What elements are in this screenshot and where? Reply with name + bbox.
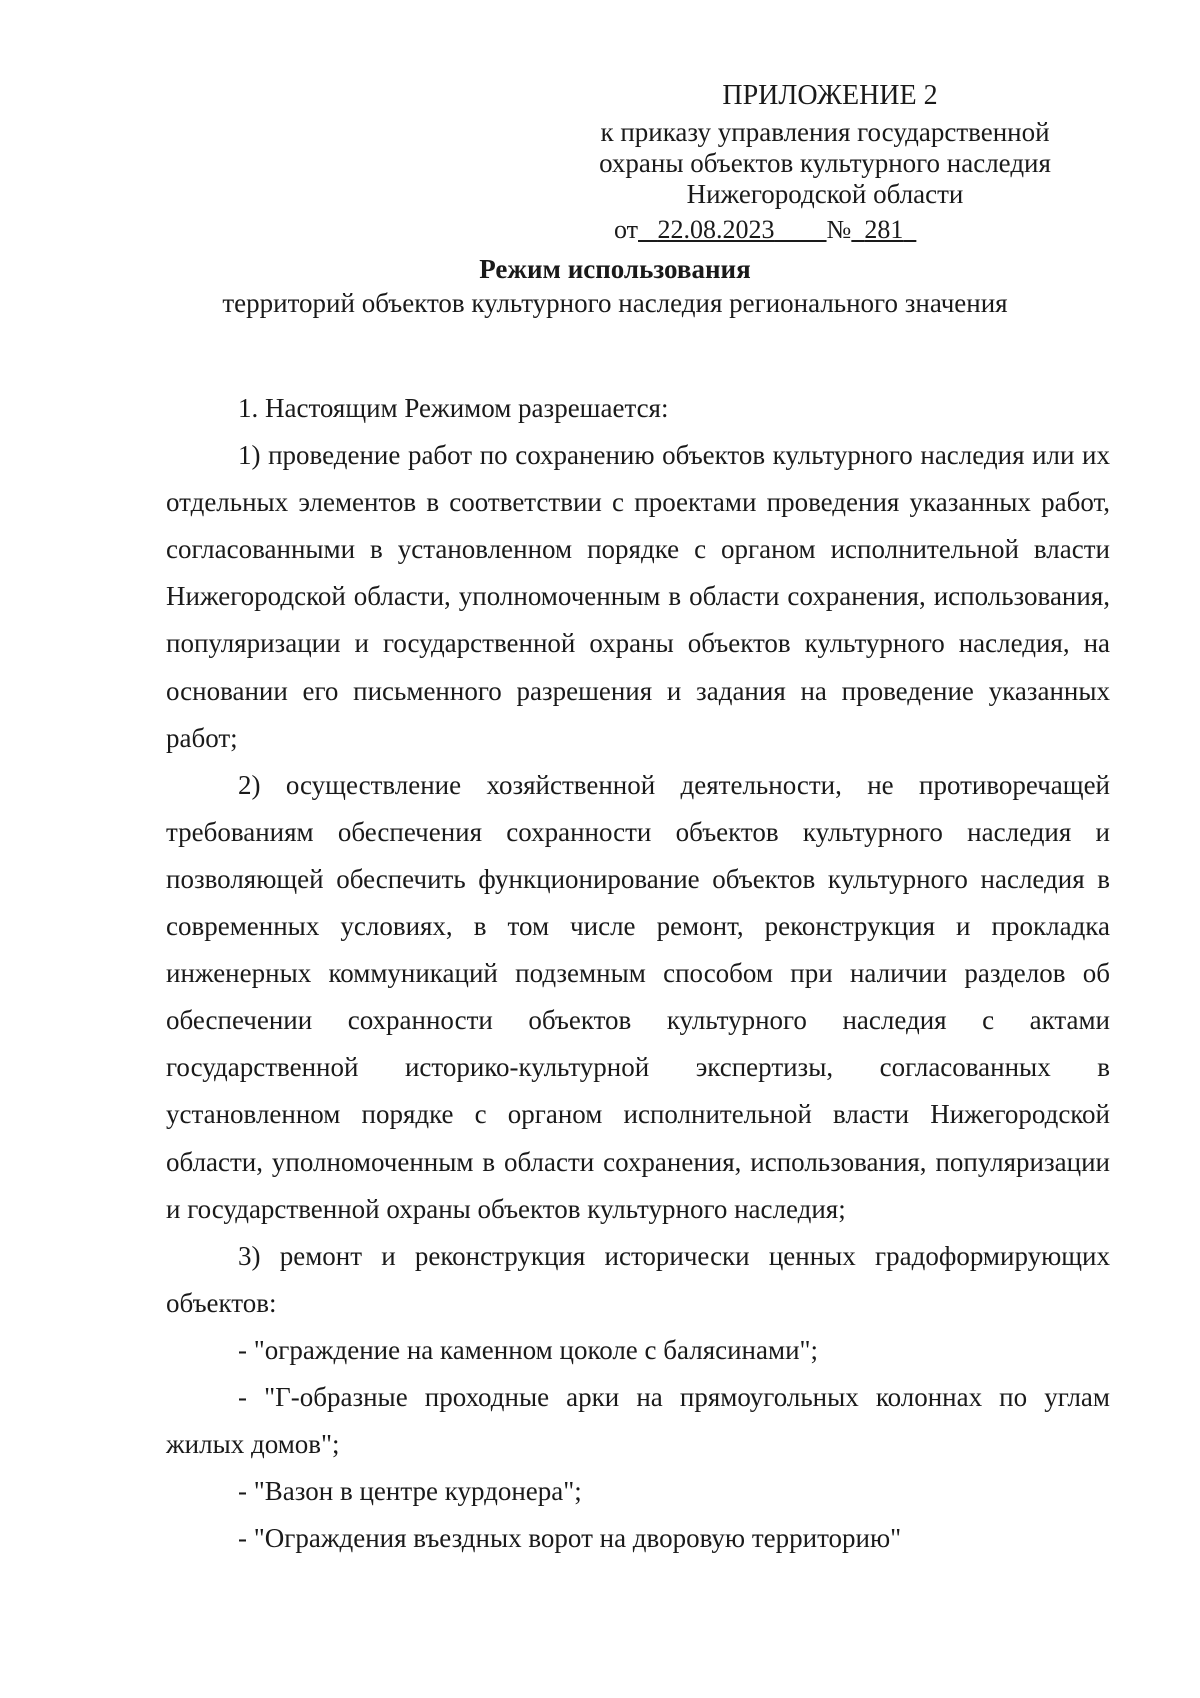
appendix-line-2: охраны объектов культурного наследия	[599, 148, 1051, 178]
appendix-line-3: Нижегородской области	[686, 179, 964, 209]
paragraph-item-3: 3) ремонт и реконструкция исторически ценных градоформирующих объектов:	[166, 1240, 1110, 1318]
paragraph-item-1: 1) проведение работ по сохранению объектов культурного наследия или их отдельных элементов в соответствии с проектами проведения указанных работ, согласованными в установленном порядке с органом исполнительной власти Нижегородской области, уполномоченным в области сохранения, использования, популяризации и государственной охраны объектов культурного наследия, на основании его письменного разрешения и задания на проведение указанных работ;	[166, 440, 1110, 753]
appendix-line-1: к приказу управления государственной	[600, 117, 1050, 147]
list-item-3: - "Вазон в центре курдонера";	[238, 1476, 582, 1507]
appendix-title: ПРИЛОЖЕНИЕ 2	[722, 80, 938, 111]
heading-subtitle: территорий объектов культурного наследия регионального значения	[222, 288, 1008, 318]
list-item-4: - "Ограждения въездных ворот на дворовую территорию"	[238, 1523, 902, 1554]
order-number: 281	[864, 215, 904, 244]
order-date: 22.08.2023	[657, 215, 775, 244]
list-item-2: - "Г-образные проходные арки на прямоугольных колоннах по углам жилых домов";	[166, 1381, 1110, 1460]
order-registration	[590, 214, 1060, 245]
paragraph-intro: 1. Настоящим Режимом разрешается:	[238, 393, 669, 423]
appendix-block	[590, 80, 1060, 245]
list-item-1: - "ограждение на каменном цоколе с балясинами";	[238, 1334, 819, 1365]
heading-title: Режим использования	[479, 254, 751, 284]
number-prefix: №	[826, 215, 852, 244]
paragraph-item-2: 2) осуществление хозяйственной деятельности, не противоречащей требованиям обеспечения сохранности объектов культурного наследия и позволяющей обеспечить функционирование объектов культурного наследия в современных условиях, в том числе ремонт, реконструкция и прокладка инженерных коммуникаций подземным способом при наличии разделов об обеспечении сохранности объектов культурного наследия с актами государственной историко-культурной экспертизы, согласованных в установленном порядке с органом исполнительной власти Нижегородской области, уполномоченным в области сохранения, использования, популяризации и государственной охраны объектов культурного наследия;	[166, 769, 1110, 1224]
document-heading	[150, 252, 1080, 320]
document-body	[166, 385, 1110, 1562]
date-prefix: от	[614, 215, 639, 244]
